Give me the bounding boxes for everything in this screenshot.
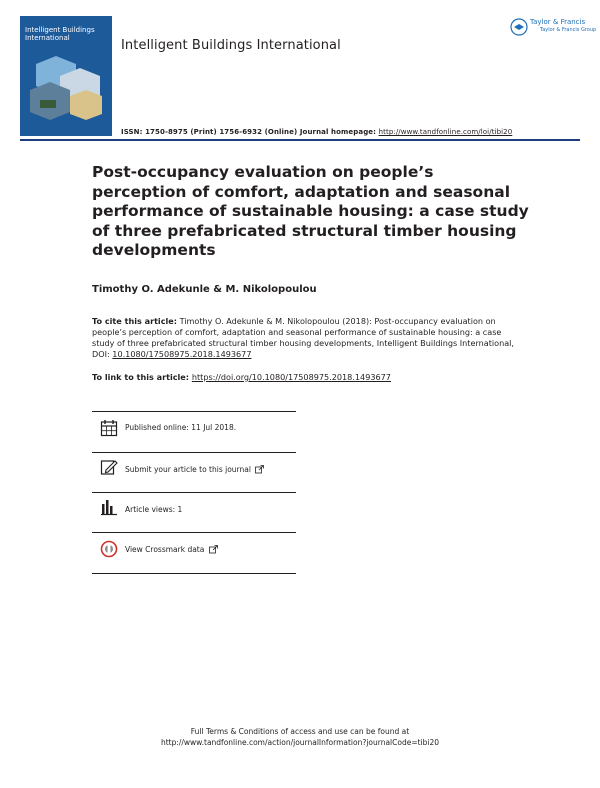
footer-terms: Full Terms & Conditions of access and use can be found at <box>190 727 410 736</box>
article-title: Post-occupancy evaluation on people’s perception of comfort, adaptation and seasonal performance of sustainable housing: a case study of three prefabricated structural timber housing developments <box>92 163 529 259</box>
crossmark-icon <box>100 540 118 558</box>
article-views: Article views: 1 <box>125 505 183 514</box>
article-link-line <box>92 372 391 382</box>
calendar-icon <box>100 419 118 437</box>
cover-artwork <box>26 56 106 120</box>
link-label: To link to this article: <box>92 372 192 382</box>
citation-label: To cite this article: <box>92 316 178 326</box>
cover-title: Intelligent Buildings International <box>25 26 95 42</box>
bar-chart-icon <box>100 498 118 516</box>
external-link-icon <box>255 465 264 474</box>
header-rule <box>20 139 580 141</box>
submit-article-label: Submit your article to this journal <box>125 465 251 474</box>
citation-block <box>92 316 522 360</box>
divider <box>92 492 296 493</box>
publisher-logo <box>510 16 597 40</box>
journal-name: Intelligent Buildings International <box>121 38 341 53</box>
divider <box>92 532 296 533</box>
issn-text: ISSN: 1750-8975 (Print) 1756-6932 (Online) Journal homepage: <box>121 128 379 136</box>
crossmark-label: View Crossmark data <box>125 545 205 554</box>
footer <box>0 726 600 748</box>
divider <box>92 573 296 574</box>
journal-homepage-link[interactable]: http://www.tandfonline.com/loi/tibi20 <box>378 128 513 136</box>
article-doi-url[interactable]: https://doi.org/10.1080/17508975.2018.1493677 <box>191 372 391 382</box>
external-link-icon <box>209 545 218 554</box>
crossmark-link[interactable] <box>125 545 218 554</box>
journal-cover-image <box>20 16 112 136</box>
submit-article-link[interactable] <box>125 465 264 474</box>
publisher-logo-icon <box>510 18 528 36</box>
doi-link[interactable]: 10.1080/17508975.2018.1493677 <box>112 349 252 359</box>
publisher-logo-text: Taylor & Francis <box>530 18 586 26</box>
footer-url[interactable]: http://www.tandfonline.com/action/journalInformation?journalCode=tibi20 <box>160 738 440 747</box>
article-authors: Timothy O. Adekunle & M. Nikolopoulou <box>92 284 317 295</box>
divider <box>92 452 296 453</box>
issn-line <box>121 128 512 136</box>
divider <box>92 411 296 412</box>
citation-text: Timothy O. Adekunle & M. Nikolopoulou (2018): Post-occupancy evaluation on people’s perception of comfort, adaptation and seasonal performance of sustainable housing: a case study of three prefabricated structural timber housing developments, Intelligent Buildings International, DOI: <box>92 316 515 359</box>
edit-icon <box>100 458 118 476</box>
published-date: Published online: 11 Jul 2018. <box>125 423 237 432</box>
publisher-logo-subtext: Taylor & Francis Group <box>540 27 597 33</box>
